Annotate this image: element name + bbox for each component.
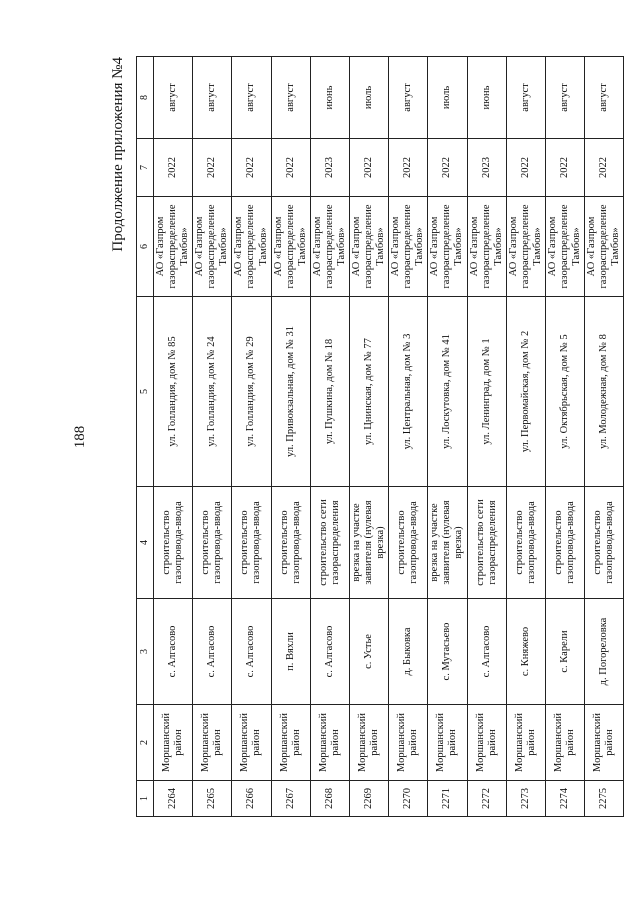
- locality-cell: п. Вяхли: [271, 599, 310, 705]
- column-number: 6: [137, 197, 154, 297]
- work-type-cell: врезка на участке заявителя (нулевая врезка): [428, 487, 467, 599]
- district-cell: Моршанский район: [585, 705, 624, 781]
- district-cell: Моршанский район: [545, 705, 584, 781]
- column-number-row: [137, 57, 154, 817]
- year-cell: 2022: [154, 139, 193, 197]
- organization-cell: АО «Газпром газораспределение Тамбов»: [506, 197, 545, 297]
- row-number-cell: 2272: [467, 781, 506, 817]
- address-cell: ул. Лоскутовка, дом № 41: [428, 297, 467, 487]
- address-cell: ул. Голландия, дом № 85: [154, 297, 193, 487]
- organization-cell: АО «Газпром газораспределение Тамбов»: [154, 197, 193, 297]
- organization-cell: АО «Газпром газораспределение Тамбов»: [545, 197, 584, 297]
- column-number: 5: [137, 297, 154, 487]
- year-cell: 2022: [545, 139, 584, 197]
- year-cell: 2022: [193, 139, 232, 197]
- address-cell: ул. Пушкина, дом № 18: [310, 297, 349, 487]
- locality-cell: с. Княжево: [506, 599, 545, 705]
- year-cell: 2022: [506, 139, 545, 197]
- table-row: [310, 57, 349, 817]
- locality-cell: д. Быковка: [389, 599, 428, 705]
- year-cell: 2022: [271, 139, 310, 197]
- month-cell: август: [389, 57, 428, 139]
- month-cell: июль: [428, 57, 467, 139]
- organization-cell: АО «Газпром газораспределение Тамбов»: [585, 197, 624, 297]
- column-number: 3: [137, 599, 154, 705]
- address-cell: ул. Привокзальная, дом № 31: [271, 297, 310, 487]
- column-number: 2: [137, 705, 154, 781]
- locality-cell: с. Устье: [349, 599, 388, 705]
- organization-cell: АО «Газпром газораспределение Тамбов»: [193, 197, 232, 297]
- locality-cell: с. Алгасово: [467, 599, 506, 705]
- row-number-cell: 2266: [232, 781, 271, 817]
- table-row: [154, 57, 193, 817]
- table-row: [389, 57, 428, 817]
- address-cell: ул. Центральная, дом № 3: [389, 297, 428, 487]
- locality-cell: с. Алгасово: [310, 599, 349, 705]
- work-type-cell: строительство газопровода-ввода: [154, 487, 193, 599]
- gasification-table: [136, 56, 624, 817]
- work-type-cell: строительство сети газораспределения: [310, 487, 349, 599]
- month-cell: июнь: [310, 57, 349, 139]
- address-cell: ул. Цнинская, дом № 77: [349, 297, 388, 487]
- district-cell: Моршанский район: [232, 705, 271, 781]
- district-cell: Моршанский район: [506, 705, 545, 781]
- address-cell: ул. Голландия, дом № 24: [193, 297, 232, 487]
- organization-cell: АО «Газпром газораспределение Тамбов»: [467, 197, 506, 297]
- district-cell: Моршанский район: [154, 705, 193, 781]
- work-type-cell: строительство газопровода-ввода: [506, 487, 545, 599]
- locality-cell: д. Погореловка: [585, 599, 624, 705]
- month-cell: август: [271, 57, 310, 139]
- district-cell: Моршанский район: [467, 705, 506, 781]
- work-type-cell: строительство газопровода-ввода: [271, 487, 310, 599]
- year-cell: 2023: [310, 139, 349, 197]
- year-cell: 2022: [349, 139, 388, 197]
- locality-cell: с. Алгасово: [193, 599, 232, 705]
- organization-cell: АО «Газпром газораспределение Тамбов»: [428, 197, 467, 297]
- year-cell: 2022: [232, 139, 271, 197]
- address-cell: ул. Ленинград, дом № 1: [467, 297, 506, 487]
- column-number: 7: [137, 139, 154, 197]
- table-row: [506, 57, 545, 817]
- column-number: 1: [137, 781, 154, 817]
- month-cell: август: [154, 57, 193, 139]
- year-cell: 2023: [467, 139, 506, 197]
- row-number-cell: 2275: [585, 781, 624, 817]
- row-number-cell: 2273: [506, 781, 545, 817]
- column-number: 8: [137, 57, 154, 139]
- month-cell: июнь: [467, 57, 506, 139]
- row-number-cell: 2268: [310, 781, 349, 817]
- row-number-cell: 2264: [154, 781, 193, 817]
- table-row: [467, 57, 506, 817]
- district-cell: Моршанский район: [389, 705, 428, 781]
- month-cell: август: [506, 57, 545, 139]
- work-type-cell: строительство газопровода-ввода: [545, 487, 584, 599]
- row-number-cell: 2270: [389, 781, 428, 817]
- district-cell: Моршанский район: [271, 705, 310, 781]
- work-type-cell: строительство газопровода-ввода: [193, 487, 232, 599]
- address-cell: ул. Октябрьская, дом № 5: [545, 297, 584, 487]
- address-cell: ул. Молодежная, дом № 8: [585, 297, 624, 487]
- month-cell: июль: [349, 57, 388, 139]
- row-number-cell: 2271: [428, 781, 467, 817]
- organization-cell: АО «Газпром газораспределение Тамбов»: [310, 197, 349, 297]
- year-cell: 2022: [389, 139, 428, 197]
- locality-cell: с. Алгасово: [232, 599, 271, 705]
- month-cell: август: [193, 57, 232, 139]
- table-row: [193, 57, 232, 817]
- row-number-cell: 2267: [271, 781, 310, 817]
- page-number: 188: [72, 425, 88, 449]
- row-number-cell: 2265: [193, 781, 232, 817]
- table-row: [349, 57, 388, 817]
- month-cell: август: [545, 57, 584, 139]
- district-cell: Моршанский район: [428, 705, 467, 781]
- month-cell: август: [232, 57, 271, 139]
- locality-cell: с. Карели: [545, 599, 584, 705]
- work-type-cell: строительство газопровода-ввода: [232, 487, 271, 599]
- work-type-cell: строительство сети газораспределения: [467, 487, 506, 599]
- table-row: [545, 57, 584, 817]
- appendix-heading: Продолжение приложения №4: [110, 57, 126, 252]
- work-type-cell: строительство газопровода-ввода: [389, 487, 428, 599]
- organization-cell: АО «Газпром газораспределение Тамбов»: [389, 197, 428, 297]
- organization-cell: АО «Газпром газораспределение Тамбов»: [232, 197, 271, 297]
- district-cell: Моршанский район: [193, 705, 232, 781]
- address-cell: ул. Первомайская, дом № 2: [506, 297, 545, 487]
- rotated-page: [70, 57, 622, 817]
- table-row: [232, 57, 271, 817]
- column-number: 4: [137, 487, 154, 599]
- table-row: [585, 57, 624, 817]
- work-type-cell: врезка на участке заявителя (нулевая врезка): [349, 487, 388, 599]
- district-cell: Моршанский район: [349, 705, 388, 781]
- district-cell: Моршанский район: [310, 705, 349, 781]
- year-cell: 2022: [585, 139, 624, 197]
- organization-cell: АО «Газпром газораспределение Тамбов»: [349, 197, 388, 297]
- locality-cell: с. Мутасьево: [428, 599, 467, 705]
- work-type-cell: строительство газопровода-ввода: [585, 487, 624, 599]
- locality-cell: с. Алгасово: [154, 599, 193, 705]
- row-number-cell: 2269: [349, 781, 388, 817]
- table-row: [271, 57, 310, 817]
- row-number-cell: 2274: [545, 781, 584, 817]
- year-cell: 2022: [428, 139, 467, 197]
- month-cell: август: [585, 57, 624, 139]
- address-cell: ул. Голландия, дом № 29: [232, 297, 271, 487]
- table-row: [428, 57, 467, 817]
- organization-cell: АО «Газпром газораспределение Тамбов»: [271, 197, 310, 297]
